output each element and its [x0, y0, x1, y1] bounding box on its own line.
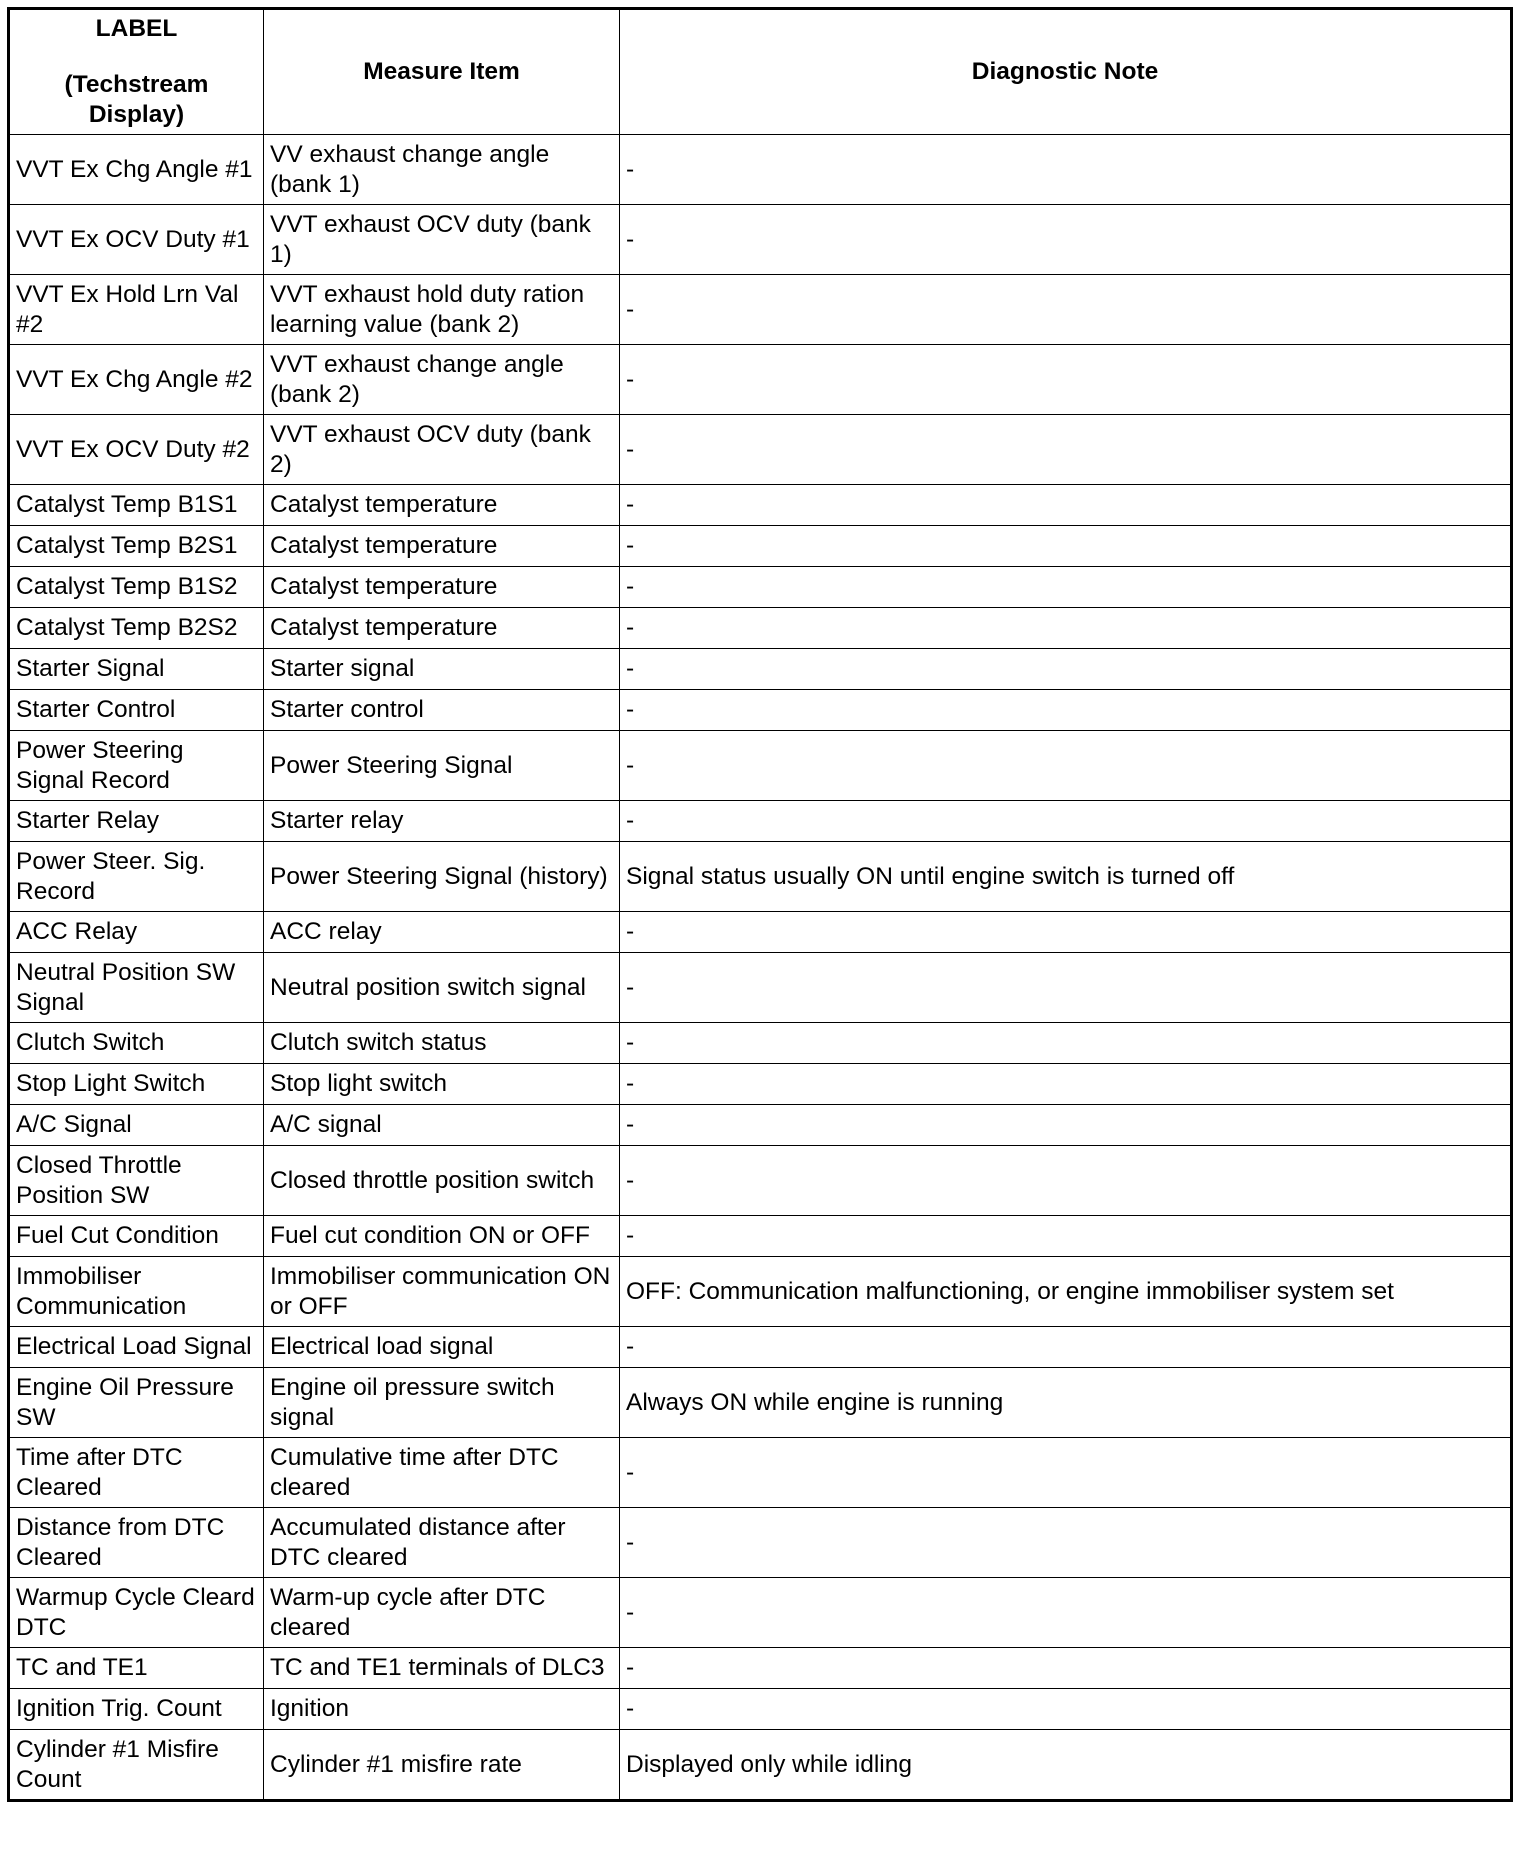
- note-cell: -: [620, 275, 1512, 345]
- note-cell: -: [620, 485, 1512, 526]
- note-cell: -: [620, 1648, 1512, 1689]
- table-row: [9, 649, 1512, 690]
- measure-cell: Warm-up cycle after DTC cleared: [264, 1578, 620, 1648]
- table-row: [9, 1689, 1512, 1730]
- note-cell: -: [620, 1023, 1512, 1064]
- note-cell: -: [620, 526, 1512, 567]
- label-cell: VVT Ex Chg Angle #1: [9, 135, 264, 205]
- table-row: [9, 953, 1512, 1023]
- table-row: [9, 1216, 1512, 1257]
- note-cell: -: [620, 649, 1512, 690]
- measure-column-header: Measure Item: [264, 9, 620, 135]
- measure-cell: Clutch switch status: [264, 1023, 620, 1064]
- note-cell: OFF: Communication malfunctioning, or engine immobiliser system set: [620, 1257, 1512, 1327]
- note-cell: -: [620, 1327, 1512, 1368]
- measure-cell: Accumulated distance after DTC cleared: [264, 1508, 620, 1578]
- label-cell: Warmup Cycle Cleard DTC: [9, 1578, 264, 1648]
- table-row: [9, 1064, 1512, 1105]
- label-cell: Catalyst Temp B2S2: [9, 608, 264, 649]
- label-cell: Catalyst Temp B2S1: [9, 526, 264, 567]
- label-cell: Power Steering Signal Record: [9, 731, 264, 801]
- label-cell: Stop Light Switch: [9, 1064, 264, 1105]
- measure-cell: Neutral position switch signal: [264, 953, 620, 1023]
- table-row: [9, 1368, 1512, 1438]
- label-cell: VVT Ex Chg Angle #2: [9, 345, 264, 415]
- table-row: [9, 567, 1512, 608]
- label-cell: Ignition Trig. Count: [9, 1689, 264, 1730]
- table-row: [9, 731, 1512, 801]
- note-cell: Displayed only while idling: [620, 1730, 1512, 1801]
- measure-cell: Ignition: [264, 1689, 620, 1730]
- table-row: [9, 690, 1512, 731]
- measure-cell: VVT exhaust OCV duty (bank 1): [264, 205, 620, 275]
- note-cell: -: [620, 415, 1512, 485]
- note-cell: -: [620, 608, 1512, 649]
- label-cell: Neutral Position SW Signal: [9, 953, 264, 1023]
- measure-cell: Starter relay: [264, 801, 620, 842]
- measure-cell: VVT exhaust OCV duty (bank 2): [264, 415, 620, 485]
- measure-cell: TC and TE1 terminals of DLC3: [264, 1648, 620, 1689]
- note-cell: Signal status usually ON until engine switch is turned off: [620, 842, 1512, 912]
- measure-cell: Closed throttle position switch: [264, 1146, 620, 1216]
- note-cell: -: [620, 1146, 1512, 1216]
- table-row: [9, 485, 1512, 526]
- measure-cell: Electrical load signal: [264, 1327, 620, 1368]
- table-row: [9, 1146, 1512, 1216]
- measure-cell: Engine oil pressure switch signal: [264, 1368, 620, 1438]
- measure-cell: Power Steering Signal: [264, 731, 620, 801]
- note-cell: -: [620, 205, 1512, 275]
- note-cell: -: [620, 345, 1512, 415]
- measure-cell: Immobiliser communication ON or OFF: [264, 1257, 620, 1327]
- label-cell: Starter Relay: [9, 801, 264, 842]
- data-list-table: [7, 7, 1513, 1802]
- label-cell: Catalyst Temp B1S1: [9, 485, 264, 526]
- table-row: [9, 1023, 1512, 1064]
- measure-cell: Cylinder #1 misfire rate: [264, 1730, 620, 1801]
- note-cell: -: [620, 1105, 1512, 1146]
- table-row: [9, 1730, 1512, 1801]
- measure-cell: Catalyst temperature: [264, 526, 620, 567]
- label-cell: Time after DTC Cleared: [9, 1438, 264, 1508]
- label-cell: Catalyst Temp B1S2: [9, 567, 264, 608]
- label-cell: A/C Signal: [9, 1105, 264, 1146]
- label-cell: Fuel Cut Condition: [9, 1216, 264, 1257]
- note-cell: -: [620, 912, 1512, 953]
- measure-cell: Catalyst temperature: [264, 608, 620, 649]
- note-cell: -: [620, 953, 1512, 1023]
- note-cell: -: [620, 567, 1512, 608]
- table-row: [9, 205, 1512, 275]
- measure-cell: A/C signal: [264, 1105, 620, 1146]
- table-row: [9, 1105, 1512, 1146]
- label-column-header: [9, 9, 264, 135]
- table-row: [9, 135, 1512, 205]
- label-cell: TC and TE1: [9, 1648, 264, 1689]
- table-row: [9, 1508, 1512, 1578]
- measure-cell: ACC relay: [264, 912, 620, 953]
- table-row: [9, 345, 1512, 415]
- measure-cell: Starter signal: [264, 649, 620, 690]
- label-cell: Cylinder #1 Misfire Count: [9, 1730, 264, 1801]
- label-cell: Starter Control: [9, 690, 264, 731]
- label-cell: VVT Ex OCV Duty #2: [9, 415, 264, 485]
- measure-cell: Fuel cut condition ON or OFF: [264, 1216, 620, 1257]
- label-cell: Clutch Switch: [9, 1023, 264, 1064]
- table-row: [9, 1327, 1512, 1368]
- table-row: [9, 275, 1512, 345]
- measure-cell: Stop light switch: [264, 1064, 620, 1105]
- note-cell: -: [620, 1689, 1512, 1730]
- note-column-header: Diagnostic Note: [620, 9, 1512, 135]
- note-cell: -: [620, 1508, 1512, 1578]
- table-row: [9, 842, 1512, 912]
- label-cell: VVT Ex Hold Lrn Val #2: [9, 275, 264, 345]
- measure-cell: Catalyst temperature: [264, 485, 620, 526]
- label-cell: Electrical Load Signal: [9, 1327, 264, 1368]
- table-row: [9, 1257, 1512, 1327]
- label-cell: Power Steer. Sig. Record: [9, 842, 264, 912]
- measure-cell: VV exhaust change angle (bank 1): [264, 135, 620, 205]
- note-cell: -: [620, 801, 1512, 842]
- label-cell: Distance from DTC Cleared: [9, 1508, 264, 1578]
- measure-cell: Cumulative time after DTC cleared: [264, 1438, 620, 1508]
- table-row: [9, 1438, 1512, 1508]
- label-cell: Closed Throttle Position SW: [9, 1146, 264, 1216]
- note-cell: -: [620, 690, 1512, 731]
- header-row: [9, 9, 1512, 135]
- label-cell: VVT Ex OCV Duty #1: [9, 205, 264, 275]
- label-cell: ACC Relay: [9, 912, 264, 953]
- measure-cell: Catalyst temperature: [264, 567, 620, 608]
- note-cell: -: [620, 1216, 1512, 1257]
- table-row: [9, 1648, 1512, 1689]
- table-row: [9, 912, 1512, 953]
- note-cell: -: [620, 1064, 1512, 1105]
- table-body: [9, 135, 1512, 1801]
- table-row: [9, 415, 1512, 485]
- table-row: [9, 526, 1512, 567]
- note-cell: -: [620, 1578, 1512, 1648]
- measure-cell: VVT exhaust hold duty ration learning value (bank 2): [264, 275, 620, 345]
- table-row: [9, 608, 1512, 649]
- table-row: [9, 1578, 1512, 1648]
- note-cell: -: [620, 1438, 1512, 1508]
- label-header-line-1: LABEL: [95, 15, 178, 42]
- note-cell: Always ON while engine is running: [620, 1368, 1512, 1438]
- measure-cell: VVT exhaust change angle (bank 2): [264, 345, 620, 415]
- label-cell: Engine Oil Pressure SW: [9, 1368, 264, 1438]
- note-cell: -: [620, 731, 1512, 801]
- label-header-line-3: Display): [88, 101, 185, 128]
- label-header-line-2: (Techstream: [64, 71, 209, 98]
- table-row: [9, 801, 1512, 842]
- label-cell: Immobiliser Communication: [9, 1257, 264, 1327]
- measure-cell: Starter control: [264, 690, 620, 731]
- note-cell: -: [620, 135, 1512, 205]
- label-cell: Starter Signal: [9, 649, 264, 690]
- measure-cell: Power Steering Signal (history): [264, 842, 620, 912]
